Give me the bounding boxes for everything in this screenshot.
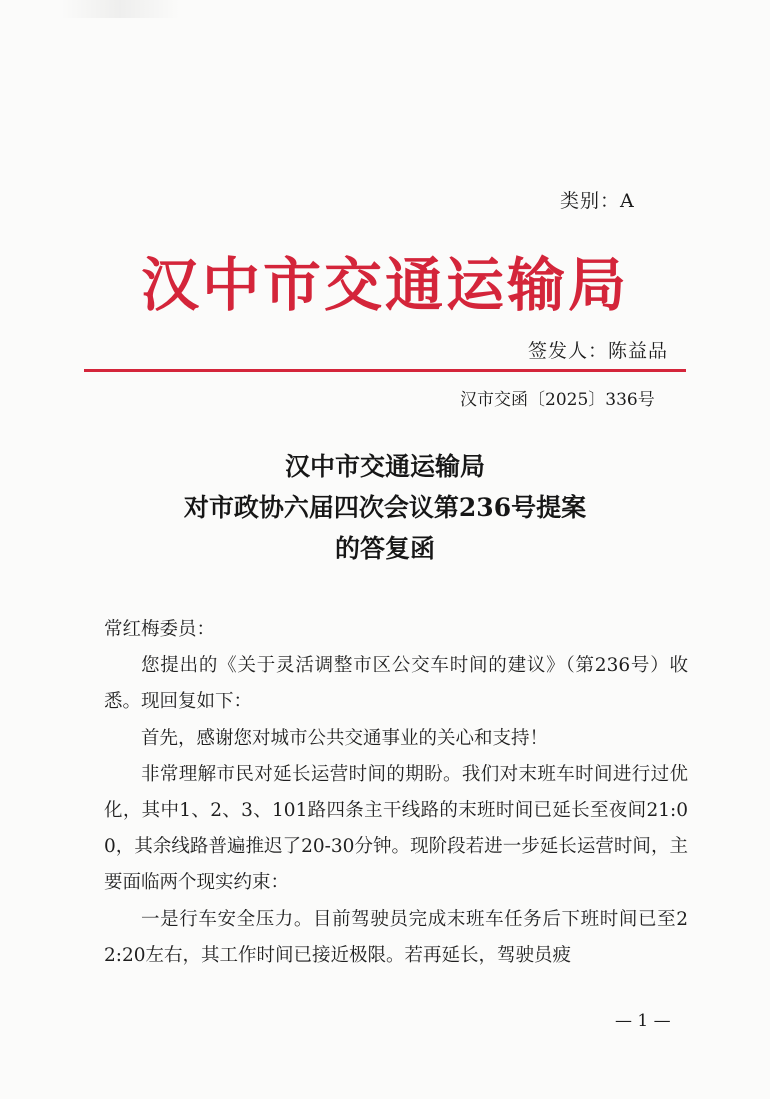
agency-letterhead: 汉中市交通运输局 xyxy=(140,251,629,319)
title-line-1: 汉中市交通运输局 xyxy=(284,452,485,481)
letter-body xyxy=(104,612,688,974)
scan-artifact xyxy=(60,0,180,18)
paragraph-thanks: 首先，感谢您对城市公共交通事业的关心和支持！ xyxy=(141,727,549,749)
title-line-3: 的答复函 xyxy=(334,534,435,563)
title-line-2: 对市政协六届四次会议第236号提案 xyxy=(183,493,587,522)
signer-label: 签发人：陈益品 xyxy=(528,340,669,362)
page-number: — 1 — xyxy=(615,1011,671,1031)
paragraph-schedule: 非常理解市民对延长运营时间的期盼。我们对末班车时间进行过优化，其中1、2、3、101路四条主干线路的末班时间已延长至夜间21:00，其余线路普遍推迟了20-30分钟。现阶段若进一步延长运营时间，主要面临两个现实约束： xyxy=(104,763,688,894)
document-title xyxy=(0,446,770,569)
paragraph-safety: 一是行车安全压力。目前驾驶员完成末班车任务后下班时间已至22:20左右，其工作时间已接近极限。若再延长，驾驶员疲 xyxy=(104,908,688,966)
document-number: 汉市交函〔2025〕336号 xyxy=(460,390,655,410)
paragraph-acknowledgement: 您提出的《关于灵活调整市区公交车时间的建议》（第236号）收悉。现回复如下： xyxy=(104,655,688,713)
red-divider-line xyxy=(84,369,686,372)
category-label: 类别：A xyxy=(560,190,635,212)
salutation: 常红梅委员： xyxy=(104,619,216,640)
